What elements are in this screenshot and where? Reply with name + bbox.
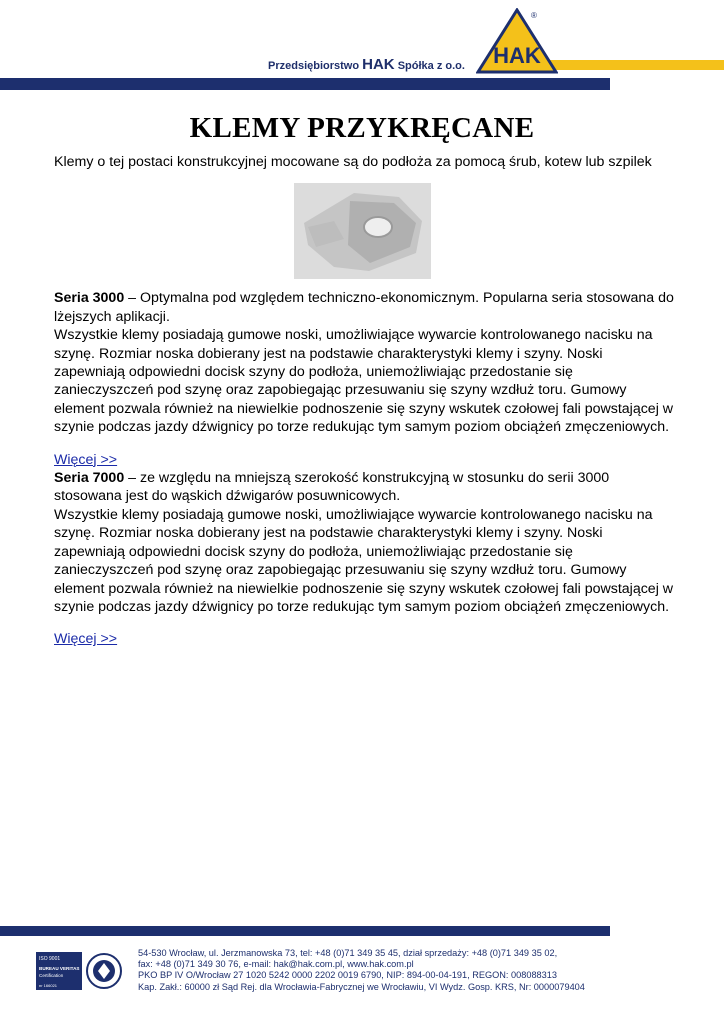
certification-badge-icon — [36, 950, 122, 992]
series-3000-paragraph — [54, 289, 674, 326]
series-3000-name: Seria 3000 — [54, 290, 125, 307]
company-suffix: Spółka z o.o. — [397, 60, 465, 72]
company-brand: HAK — [362, 56, 395, 73]
footer-navy-bar — [0, 926, 610, 936]
series-3000-body: Wszystkie klemy posiadają gumowe noski, umożliwiające wywarcie kontrolowanego nacisku na szynę. Rozmiar noska dobierany jest na podstawie charakterystyki klemy i szyny. Noski zapewniają odpowiedni docisk szyny do podłoża, uniemożliwiając przedostanie się zanieczyszczeń pod szynę oraz zapobiegając przesuwaniu się szyny wzdłuż toru. Gumowy element pozwala również na niewielkie podnoszenie się szyny wskutek czołowej fali powstającej w szynie podczas jazdy dźwignicy po torze redukując tym samym poziom obciążeń zmęczeniowych. — [54, 327, 674, 436]
company-name — [268, 56, 465, 73]
footer-contact-info — [138, 948, 585, 993]
cert-iso-label: ISO 9001 — [39, 956, 61, 962]
intro-paragraph: Klemy o tej postaci konstrukcyjnej mocowane są do podłoża za pomocą śrub, kotew lub szpilek — [54, 154, 652, 170]
series-7000-paragraph — [54, 469, 674, 506]
logo-text: HAK — [493, 43, 541, 68]
footer-bank-line: PKO BP IV O/Wrocław 27 1020 5242 0000 2202 0019 6790, NIP: 894-00-04-191, REGON: 008088313 — [138, 970, 557, 981]
series-3000-summary: – Optymalna pod względem techniczno-ekonomicznym. Popularna seria stosowana do lżejszych aplikacji. — [54, 290, 674, 325]
hak-triangle-logo-icon — [476, 8, 558, 74]
page-title: KLEMY PRZYKRĘCANE — [189, 112, 535, 144]
cert-number-label: nr 166021 — [39, 983, 58, 988]
series-7000-name: Seria 7000 — [54, 470, 125, 487]
registered-mark: ® — [531, 11, 537, 20]
cert-certification-label: Certification — [39, 973, 64, 978]
footer-registry-line: Kap. Zakł.: 60000 zł Sąd Rej. dla Wrocławia-Fabrycznej we Wrocławiu, VI Wydz. Gosp. KRS, Nr: 0000079404 — [138, 981, 585, 992]
series-7000-summary: – ze względu na mniejszą szerokość konstrukcyjną w stosunku do serii 3000 stosowana jest do wąskich dźwigarów posuwnicowych. — [54, 470, 610, 505]
footer-address-line: 54-530 Wrocław, ul. Jerzmanowska 73, tel: +48 (0)71 349 35 45, dział sprzedaży: +48 (0)71 349 35 02, — [138, 948, 558, 958]
header-yellow-bar — [540, 60, 724, 70]
clamp-product-photo — [294, 183, 431, 279]
series-7000-more-link[interactable]: Więcej >> — [54, 631, 118, 648]
header-navy-bar — [0, 78, 610, 90]
series-3000-more-link[interactable]: Więcej >> — [54, 451, 118, 468]
main-content — [54, 153, 674, 649]
footer-fax-email-line: fax: +48 (0)71 349 30 76, e-mail: hak@hak.com.pl, www.hak.com.pl — [138, 959, 414, 970]
series-7000-body: Wszystkie klemy posiadają gumowe noski, umożliwiające wywarcie kontrolowanego nacisku na szynę. Rozmiar noska dobierany jest na podstawie charakterystyki klemy i szyny. Noski zapewniają odpowiedni docisk szyny do podłoża, uniemożliwiając przedostanie się zanieczyszczeń pod szynę oraz zapobiegając przesuwaniu się szyny wzdłuż toru. Gumowy element pozwala również na niewielkie podnoszenie się szyny wskutek czołowej fali powstającej w szynie podczas jazdy dźwignicy po torze redukując tym samym poziom obciążeń zmęczeniowych. — [54, 506, 674, 615]
cert-bv-label: BUREAU VERITAS — [39, 966, 80, 971]
company-prefix: Przedsiębiorstwo — [268, 60, 360, 72]
